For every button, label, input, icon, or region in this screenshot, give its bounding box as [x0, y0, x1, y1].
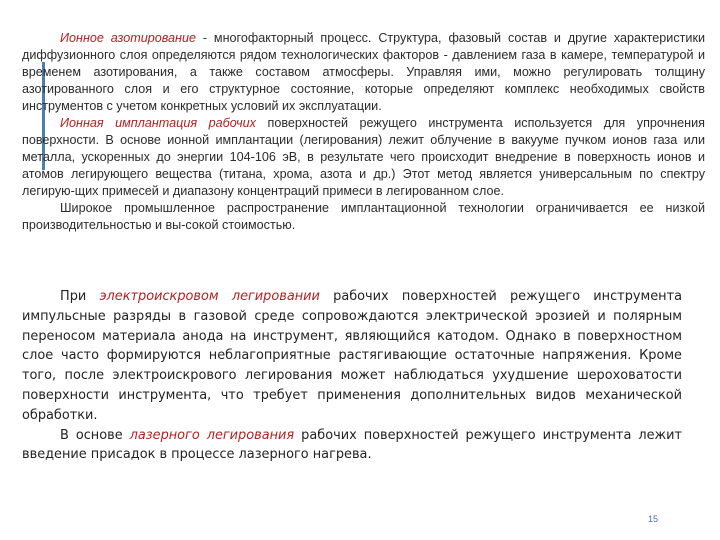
- paragraph-lead: В основе: [60, 427, 130, 443]
- term-ion-implantation: Ионная имплантация рабочих: [60, 116, 256, 130]
- paragraph-ion-implantation: [22, 115, 705, 200]
- term-electrospark-alloying: электроискровом легировании: [99, 289, 320, 304]
- paragraph-electrospark-alloying: [22, 287, 682, 426]
- paragraph-text: - многофакторный процесс. Структура, фазовый состав и другие характеристики диффузионного слоя определяются рядом технологических факторов - давлением газа в камере, температурой и временем азотирования, а также составом атмосферы. Управляя ими, можно регулировать толщину азотированного слоя и его структурное состояние, которые определяют комплекс необходимых свойств инструментов с учетом конкретных условий их эксплуатации.: [22, 31, 705, 113]
- page-number: 15: [648, 514, 659, 524]
- paragraph-implantation-limits: [22, 200, 705, 234]
- paragraph-text: поверхностей режущего инструмента используется для упрочнения поверхности. В основе ионной имплантации (легирования) лежит облучение в вакууме пучком ионов газа или металла, ускоренных до энергии 104-106 эВ, в результате чего происходит внедрение в поверхность ионов и атомов легирующего вещества (титана, хрома, азота и др.) Этот метод является универсальным по спектру легирую-щих примесей и диапазону концентраций примеси в легированном слое.: [22, 116, 705, 198]
- paragraph-text: рабочих поверхностей режущего инструмента импульсные разряды в газовой среде сопровождаются электрической эрозией и полярным переносом материала анода на инструмент, являющийся катодом. Однако в поверхностном слое часто формируются неблагоприятные растягивающие остаточные напряжения. Кроме того, после электроискрового легирования может наблюдаться ухудшение шероховатости поверхности инструмента, что требует применения дополнительных видов механической обработки.: [22, 289, 682, 423]
- term-ion-nitriding: Ионное азотирование: [60, 31, 196, 45]
- text-block-alloying-methods: [22, 287, 682, 465]
- term-laser-alloying: лазерного легирования: [129, 427, 295, 443]
- text-block-ion-methods: [22, 30, 705, 234]
- paragraph-laser-alloying: [22, 426, 682, 466]
- paragraph-lead: При: [60, 289, 100, 304]
- paragraph-ion-nitriding: [22, 30, 705, 115]
- paragraph-text: Широкое промышленное распространение имплантационной технологии ограничивается ее низкой производительностью и вы-сокой стоимостью.: [22, 201, 705, 232]
- paragraph-text: рабочих поверхностей режущего инструмента лежит введение присадок в процессе лазерного нагрева.: [22, 427, 682, 463]
